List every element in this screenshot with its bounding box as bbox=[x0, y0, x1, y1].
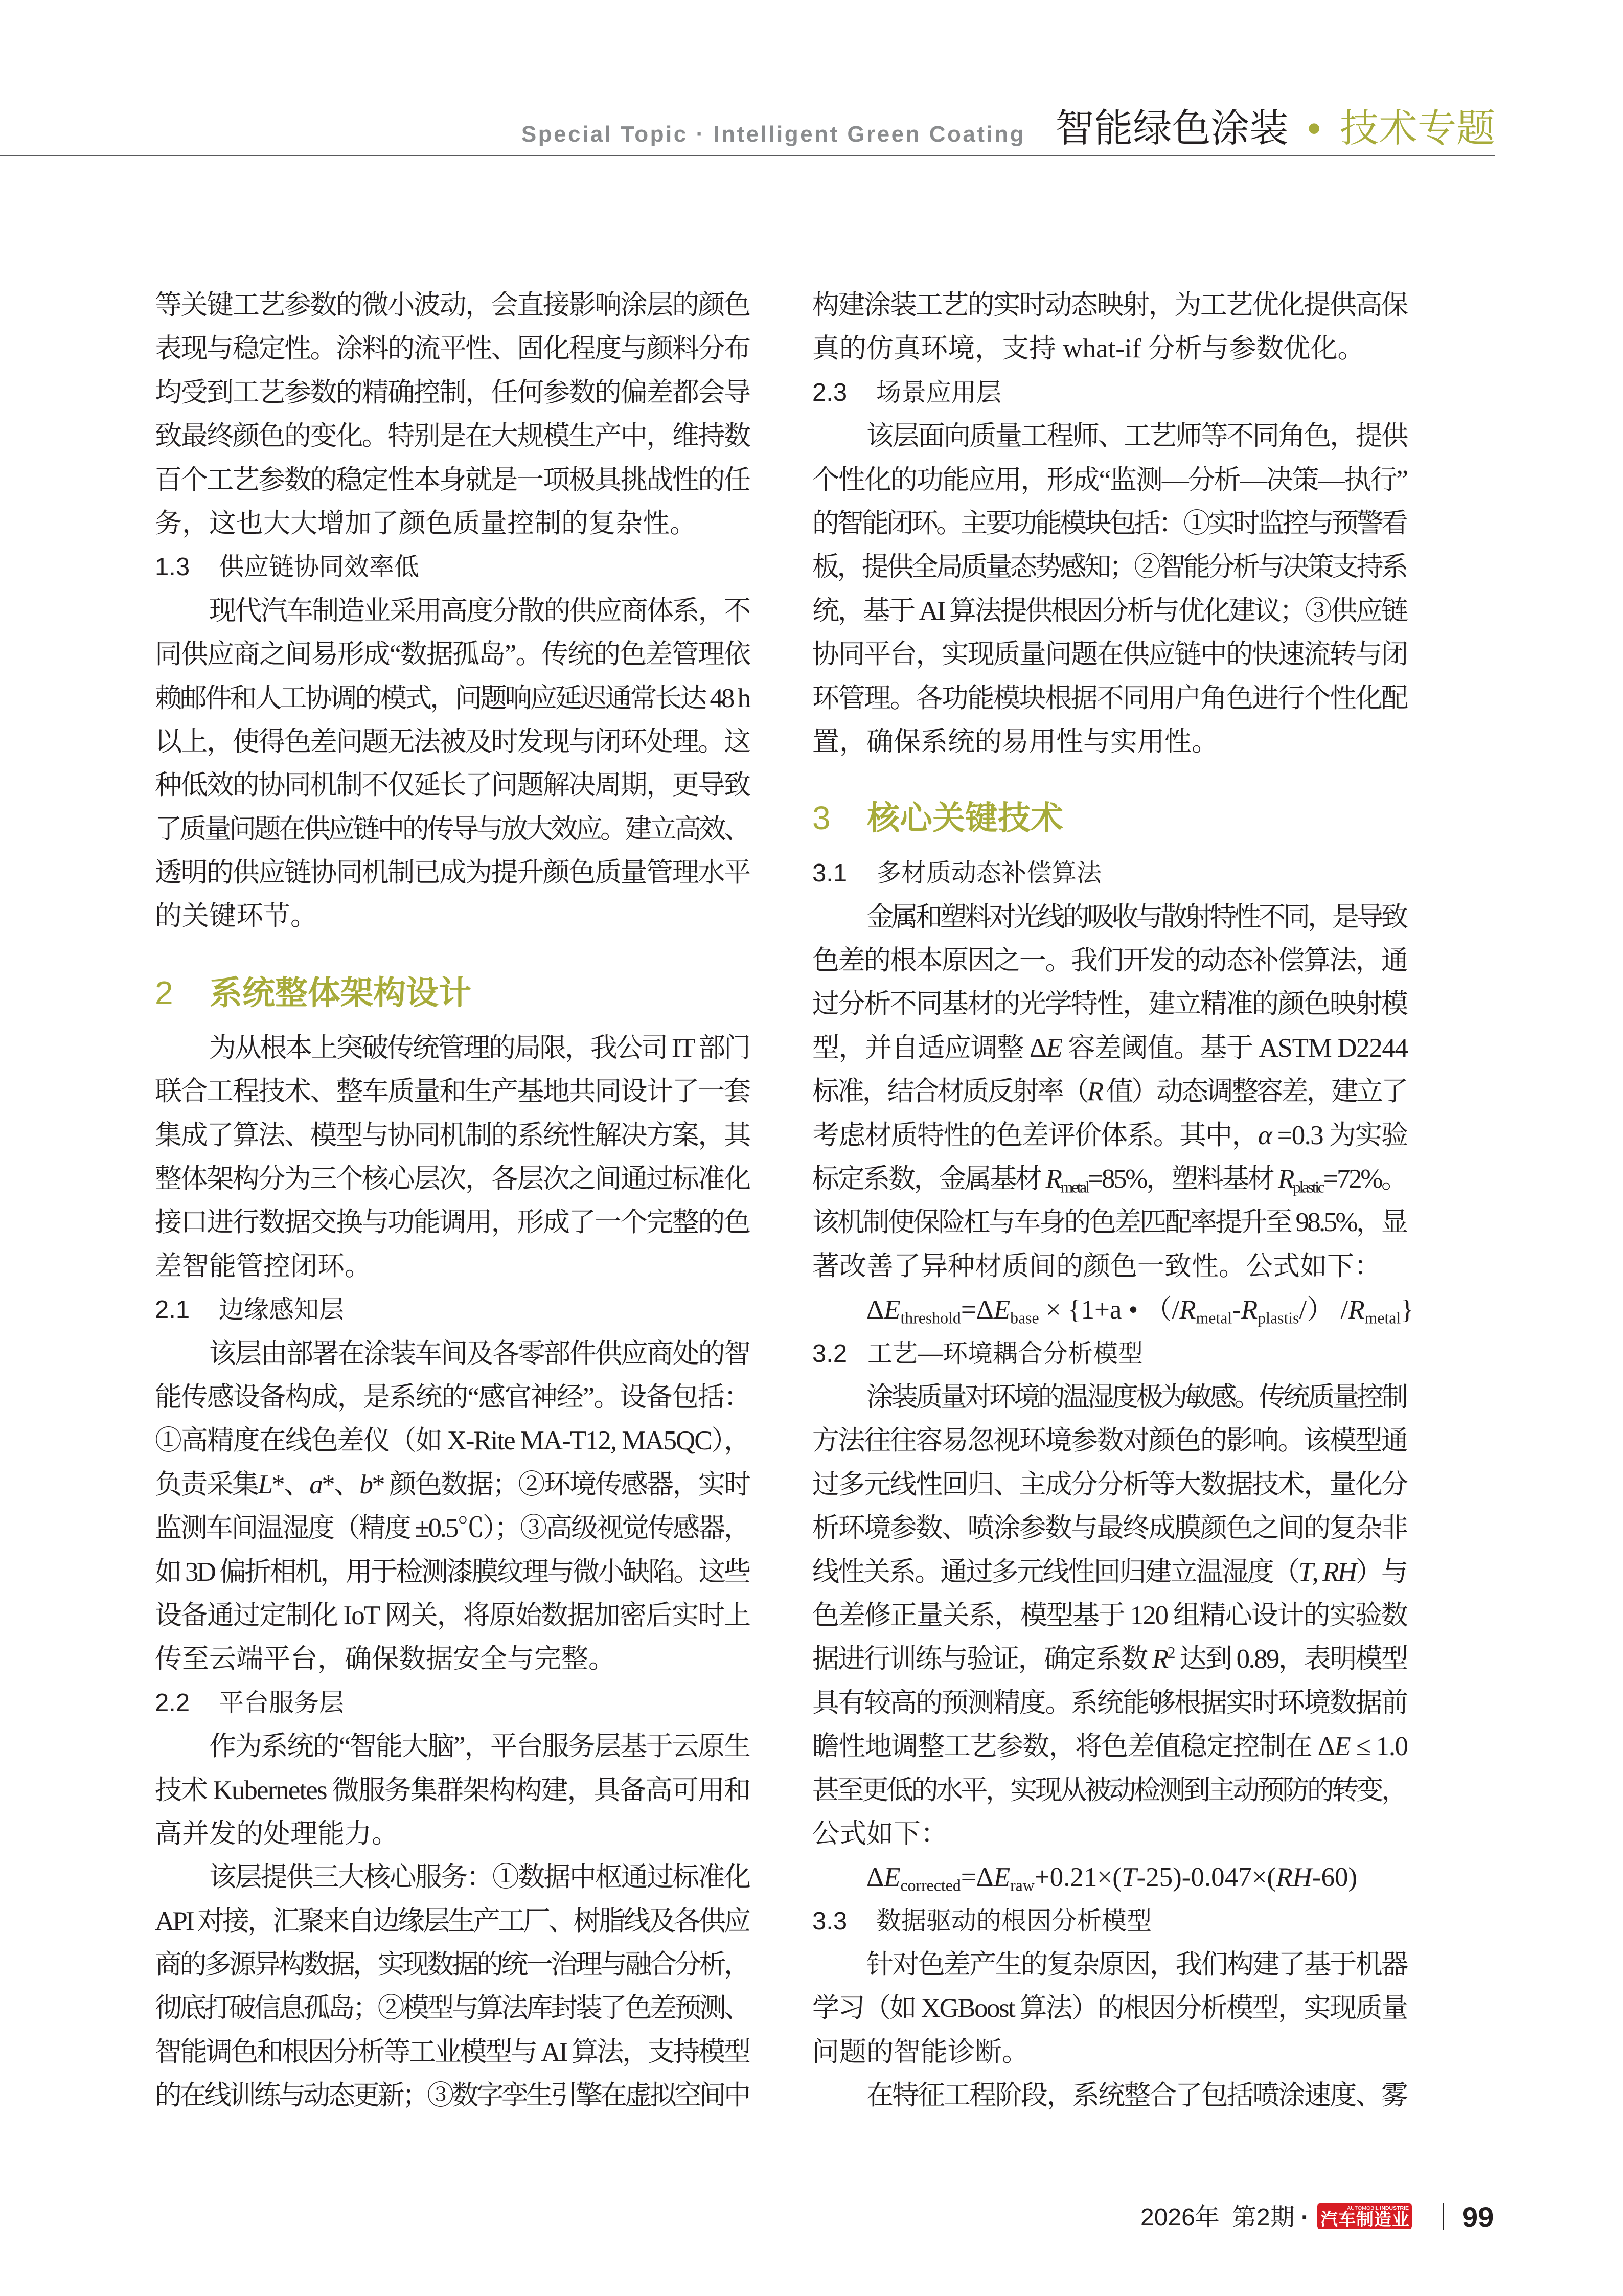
text-line: 接口进行数据交换与功能调用，形成了一个完整的色 bbox=[155, 1208, 750, 1238]
text-line bbox=[812, 1551, 1408, 1594]
footer-separator-dot: · bbox=[1301, 2204, 1309, 2231]
variable-rh: RH bbox=[1322, 1557, 1356, 1587]
text-line: 过多元线性回归、主成分分析等大数据技术，量化分 bbox=[812, 1469, 1407, 1499]
text-line: 高并发的处理能力。 bbox=[155, 1818, 399, 1849]
variable-e: E bbox=[1046, 1033, 1062, 1063]
text-line: 商的多源异构数据，实现数据的统一治理与融合分析， bbox=[155, 1950, 749, 1980]
subsection-title: 平台服务层 bbox=[219, 1689, 345, 1717]
subscript: plastis bbox=[1258, 1309, 1299, 1327]
text-line bbox=[155, 1463, 751, 1507]
formula-variable: E bbox=[993, 1862, 1011, 1893]
subsection-heading bbox=[155, 1288, 751, 1332]
formula-variable: E bbox=[884, 1862, 901, 1893]
text-segment: , bbox=[1312, 1557, 1323, 1587]
text-line: 该层由部署在涂装车间及各零部件供应商处的智 bbox=[209, 1338, 750, 1369]
formula-segment: } bbox=[1401, 1295, 1414, 1325]
text-line: 的在线训练与动态更新；③数字孪生引擎在虚拟空间中 bbox=[155, 2081, 749, 2111]
paragraph bbox=[812, 896, 1408, 1289]
paragraph bbox=[155, 1027, 751, 1288]
subsection-number: 3.2 bbox=[812, 1339, 848, 1368]
subscript: corrected bbox=[900, 1876, 961, 1895]
subscript: base bbox=[1010, 1309, 1039, 1327]
header-title-accent: 技术专题 bbox=[1340, 107, 1495, 150]
formula-variable: R bbox=[1241, 1295, 1258, 1325]
formula-threshold bbox=[812, 1288, 1414, 1332]
text-line bbox=[812, 1638, 1408, 1681]
text-line: 析环境参数、喷涂参数与最终成膜颜色之间的复杂非 bbox=[812, 1513, 1407, 1543]
subsection-number: 3.3 bbox=[812, 1907, 848, 1935]
subsection-title: 供应链协同效率低 bbox=[219, 553, 420, 581]
subsection-number: 3.1 bbox=[812, 859, 848, 888]
text-line: 著改善了异种材质间的颜色一致性。公式如下： bbox=[812, 1251, 1381, 1281]
variable-e: E bbox=[1334, 1732, 1351, 1762]
paragraph bbox=[155, 1332, 751, 1681]
text-line: API 对接，汇聚来自边缘层生产工厂、树脂线及各供应 bbox=[155, 1906, 749, 1936]
text-line: 技术 Kubernetes 微服务集群架构构建，具备高可用和 bbox=[155, 1775, 750, 1805]
running-header-topic-en: Special Topic · Intelligent Green Coating bbox=[521, 122, 1025, 147]
formula-segment: -60) bbox=[1312, 1862, 1358, 1893]
subsection-number: 1.3 bbox=[155, 553, 190, 581]
subscript: plastic bbox=[1293, 1178, 1323, 1196]
subsection-title: 场景应用层 bbox=[876, 378, 1002, 406]
variable-t: T bbox=[1298, 1557, 1312, 1587]
text-line: 针对色差产生的复杂原因，我们构建了基于机器 bbox=[866, 1950, 1407, 1980]
paragraph bbox=[812, 2074, 1408, 2118]
variable-r: R bbox=[1045, 1164, 1061, 1194]
formula-segment: -25)-0.047×( bbox=[1136, 1862, 1276, 1893]
text-segment: 考虑材质特性的色差评价体系。其中， bbox=[812, 1120, 1258, 1150]
text-line: 涂装质量对环境的温湿度极为敏感。传统质量控制 bbox=[866, 1382, 1406, 1412]
subsection-title: 多材质动态补偿算法 bbox=[876, 859, 1102, 888]
page-number: 99 bbox=[1462, 2201, 1494, 2233]
text-line: 致最终颜色的变化。特别是在大规模生产中，维持数 bbox=[155, 421, 750, 451]
text-line: 务，这也大大增加了颜色质量控制的复杂性。 bbox=[155, 508, 697, 538]
subsection-title: 数据驱动的根因分析模型 bbox=[876, 1907, 1152, 1935]
magazine-logo bbox=[1317, 2203, 1412, 2229]
text-line: 的智能闭环。主要功能模块包括：①实时监控与预警看 bbox=[812, 508, 1406, 538]
text-segment: 标定系数，金属基材 bbox=[812, 1164, 1046, 1194]
logo-chinese-name: 汽车制造业 bbox=[1320, 2210, 1410, 2229]
subsection-title: 工艺—环境耦合分析模型 bbox=[867, 1339, 1144, 1368]
text-segment: 负责采集 bbox=[155, 1469, 258, 1499]
text-segment: *、 bbox=[271, 1469, 310, 1499]
subsection-heading bbox=[155, 1681, 751, 1725]
variable-b: b bbox=[359, 1469, 372, 1499]
subscript: metal bbox=[1196, 1309, 1232, 1327]
text-line: 彻底打破信息孤岛；②模型与算法库封装了色差预测、 bbox=[155, 1993, 749, 2024]
text-line: 构建涂装工艺的实时动态映射，为工艺优化提供高保 bbox=[812, 290, 1407, 320]
subsection-number: 2.3 bbox=[812, 378, 848, 406]
text-segment: =72%。 bbox=[1323, 1164, 1407, 1194]
text-line: 学习（如 XGBoost 算法）的根因分析模型，实现质量 bbox=[812, 1993, 1407, 2024]
text-line bbox=[812, 1114, 1408, 1157]
text-line: 能传感设备构成，是系统的“感官神经”。设备包括： bbox=[155, 1382, 750, 1412]
formula-segment: =Δ bbox=[961, 1295, 994, 1325]
text-line: 传至云端平台，确保数据安全与完整。 bbox=[155, 1644, 615, 1674]
subsection-number: 2.2 bbox=[155, 1689, 190, 1717]
left-column bbox=[155, 284, 751, 2118]
text-line: 集成了算法、模型与协同机制的系统性解决方案，其 bbox=[155, 1120, 750, 1150]
footer-divider bbox=[1443, 2203, 1444, 2230]
text-line: 均受到工艺参数的精确控制，任何参数的偏差都会导 bbox=[155, 377, 750, 407]
superscript: 2 bbox=[1167, 1644, 1174, 1662]
section-title: 核心关键技术 bbox=[867, 800, 1063, 837]
subscript: metal bbox=[1060, 1178, 1088, 1196]
text-segment: * 颜色数据；②环境传感器，实时 bbox=[372, 1469, 750, 1499]
formula-segment: × {1+a • （/ bbox=[1039, 1295, 1180, 1325]
text-line: 等关键工艺参数的微小波动，会直接影响涂层的颜色 bbox=[155, 290, 750, 320]
text-line: 整体架构分为三个核心层次，各层次之间通过标准化 bbox=[155, 1164, 750, 1194]
variable-a: a bbox=[309, 1469, 322, 1499]
text-segment: 标准，结合材质反射率（ bbox=[812, 1077, 1087, 1107]
text-line: 透明的供应链协同机制已成为提升颜色质量管理水平 bbox=[155, 858, 750, 888]
text-line: 差智能管控闭环。 bbox=[155, 1251, 372, 1281]
text-line: 为从根本上突破传统管理的局限，我公司 IT 部门 bbox=[209, 1033, 749, 1063]
variable-alpha: α bbox=[1258, 1120, 1272, 1150]
section-number: 2 bbox=[155, 974, 173, 1011]
text-line: 环管理。各功能模块根据不同用户角色进行个性化配 bbox=[812, 683, 1407, 713]
subsection-heading bbox=[812, 1332, 1408, 1376]
logo-en-bold: INDUSTRIE bbox=[1380, 2205, 1409, 2211]
formula-corrected bbox=[812, 1856, 1408, 1899]
text-segment: =85%，塑料基材 bbox=[1088, 1164, 1278, 1194]
formula-segment: /） / bbox=[1299, 1295, 1348, 1325]
right-column bbox=[812, 284, 1414, 2118]
paragraph bbox=[155, 1856, 751, 2118]
text-line: 设备通过定制化 IoT 网关，将原始数据加密后实时上 bbox=[155, 1600, 750, 1630]
variable-r: R bbox=[1278, 1164, 1293, 1194]
formula-variable: R bbox=[1348, 1295, 1365, 1325]
text-line: 问题的智能诊断。 bbox=[812, 2037, 1029, 2067]
text-line: 甚至更低的水平，实现从被动检测到主动预防的转变， bbox=[812, 1775, 1406, 1805]
text-line: 过分析不同基材的光学特性，建立精准的颜色映射模 bbox=[812, 989, 1407, 1019]
header-separator-dot: • bbox=[1307, 107, 1321, 150]
text-line: 的关键环节。 bbox=[155, 901, 317, 931]
subscript: metal bbox=[1364, 1309, 1401, 1327]
text-line: 表现与稳定性。涂料的流平性、固化程度与颜料分布 bbox=[155, 334, 750, 364]
text-line: 该层提供三大核心服务：①数据中枢通过标准化 bbox=[209, 1862, 750, 1893]
text-line: 作为系统的“智能大脑”，平台服务层基于云原生 bbox=[209, 1732, 750, 1762]
text-line: 色差修正量关系，模型基于 120 组精心设计的实验数 bbox=[812, 1600, 1407, 1630]
subsection-heading bbox=[812, 371, 1408, 415]
section-heading bbox=[812, 796, 1408, 840]
text-segment: =0.3 为实验 bbox=[1271, 1120, 1408, 1150]
variable-l: L bbox=[258, 1469, 272, 1499]
text-segment: 瞻性地调整工艺参数，将色差值稳定控制在 Δ bbox=[812, 1732, 1335, 1762]
text-line: 板，提供全局质量态势感知；②智能分析与决策支持系 bbox=[812, 552, 1406, 582]
text-line: 协同平台，实现质量问题在供应链中的快速流转与闭 bbox=[812, 640, 1407, 670]
text-segment: 容差阈值。基于 ASTM D2244 bbox=[1062, 1033, 1408, 1063]
text-line: 置，确保系统的易用性与实用性。 bbox=[812, 726, 1219, 757]
text-line: 统，基于 AI 算法提供根因分析与优化建议；③供应链 bbox=[812, 596, 1407, 626]
subsection-heading bbox=[812, 1900, 1408, 1943]
text-line: 监测车间温湿度（精度 ±0.5℃）；③高级视觉传感器， bbox=[155, 1513, 749, 1543]
paragraph bbox=[812, 284, 1408, 371]
text-line bbox=[812, 1070, 1408, 1113]
text-line: 种低效的协同机制不仅延长了问题解决周期，更导致 bbox=[155, 770, 750, 801]
text-line: 公式如下： bbox=[812, 1818, 948, 1849]
formula-segment: - bbox=[1232, 1295, 1241, 1325]
text-segment: ≤ 1.0 bbox=[1350, 1732, 1408, 1762]
formula-segment: Δ bbox=[866, 1295, 884, 1325]
running-header-title bbox=[1055, 106, 1495, 152]
text-line: 该机制使保险杠与车身的色差匹配率提升至 98.5%，显 bbox=[812, 1208, 1407, 1238]
text-line: 方法往往容易忽视环境参数对颜色的影响。该模型通 bbox=[812, 1426, 1407, 1456]
text-segment: 型，并自适应调整 Δ bbox=[812, 1033, 1046, 1063]
text-segment: 值）动态调整容差，建立了 bbox=[1102, 1077, 1406, 1107]
text-line: 同供应商之间易形成“数据孤岛”。传统的色差管理依 bbox=[155, 640, 750, 670]
text-line: 在特征工程阶段，系统整合了包括喷涂速度、雾 bbox=[866, 2081, 1407, 2111]
formula-variable: T bbox=[1121, 1862, 1137, 1893]
subsection-heading bbox=[812, 852, 1408, 895]
section-title: 系统整体架构设计 bbox=[210, 974, 471, 1011]
text-line: 个性化的功能应用，形成“监测—分析—决策—执行” bbox=[812, 465, 1407, 495]
text-line: 以上，使得色差问题无法被及时发现与闭环处理。这 bbox=[155, 726, 750, 757]
paragraph bbox=[812, 1376, 1408, 1856]
paragraph bbox=[812, 1943, 1408, 2074]
paragraph bbox=[155, 1725, 751, 1856]
text-line: 色差的根本原因之一。我们开发的动态补偿算法，通 bbox=[812, 946, 1407, 976]
variable-r: R bbox=[1152, 1644, 1168, 1674]
formula-variable: RH bbox=[1276, 1862, 1312, 1893]
subsection-title: 边缘感知层 bbox=[219, 1296, 345, 1324]
text-line: 该层面向质量工程师、工艺师等不同角色，提供 bbox=[866, 421, 1407, 451]
text-segment: 据进行训练与验证，确定系数 bbox=[812, 1644, 1152, 1674]
header-title-cn: 智能绿色涂装 bbox=[1055, 107, 1289, 150]
formula-segment: =Δ bbox=[961, 1862, 994, 1893]
text-line: ①高精度在线色差仪（如 X-Rite MA-T12, MA5QC）， bbox=[155, 1426, 750, 1456]
section-number: 3 bbox=[812, 800, 831, 837]
paragraph bbox=[155, 284, 751, 545]
text-segment: ）与 bbox=[1355, 1557, 1407, 1587]
text-line bbox=[812, 1157, 1408, 1201]
header-rule bbox=[0, 155, 1495, 156]
section-heading bbox=[155, 971, 751, 1015]
text-line: 赖邮件和人工协调的模式，问题响应延迟通常长达 48 h bbox=[155, 683, 749, 713]
text-line bbox=[812, 1027, 1408, 1070]
text-segment: 线性关系。通过多元线性回归建立温湿度（ bbox=[812, 1557, 1299, 1587]
text-line: 如 3D 偏折相机，用于检测漆膜纹理与微小缺陷。这些 bbox=[155, 1557, 749, 1587]
text-segment: 达到 0.89，表明模型 bbox=[1174, 1644, 1407, 1674]
subscript: raw bbox=[1010, 1876, 1035, 1895]
text-line: 真的仿真环境，支持 what-if 分析与参数优化。 bbox=[812, 334, 1365, 364]
formula-segment: Δ bbox=[866, 1862, 884, 1893]
text-line: 了质量问题在供应链中的传导与放大效应。建立高效、 bbox=[155, 814, 749, 844]
text-line: 现代汽车制造业采用高度分散的供应商体系，不 bbox=[209, 596, 750, 626]
text-line: 百个工艺参数的稳定性本身就是一项极具挑战性的任 bbox=[155, 465, 750, 495]
text-line: 联合工程技术、整车质量和生产基地共同设计了一套 bbox=[155, 1077, 750, 1107]
footer-year: 2026年 bbox=[1140, 2204, 1220, 2231]
text-line: 智能调色和根因分析等工业模型与 AI 算法，支持模型 bbox=[155, 2037, 749, 2067]
formula-segment: +0.21×( bbox=[1034, 1862, 1122, 1893]
formula-variable: R bbox=[1179, 1295, 1196, 1325]
variable-r: R bbox=[1087, 1077, 1102, 1107]
footer-issue: 第2期 bbox=[1232, 2204, 1295, 2231]
paragraph bbox=[812, 415, 1408, 764]
formula-variable: E bbox=[884, 1295, 901, 1325]
text-line: 具有较高的预测精度。系统能够根据实时环境数据前 bbox=[812, 1688, 1407, 1718]
text-segment: *、 bbox=[322, 1469, 360, 1499]
subsection-number: 2.1 bbox=[155, 1296, 190, 1324]
formula-variable: E bbox=[993, 1295, 1011, 1325]
paragraph bbox=[155, 589, 751, 939]
logo-en-light: AUTOMOBIL bbox=[1347, 2205, 1380, 2211]
subscript: threshold bbox=[900, 1309, 961, 1327]
text-line bbox=[812, 1725, 1408, 1768]
text-line: 金属和塑料对光线的吸收与散射特性不同，是导致 bbox=[866, 902, 1406, 932]
subsection-heading bbox=[155, 545, 751, 589]
